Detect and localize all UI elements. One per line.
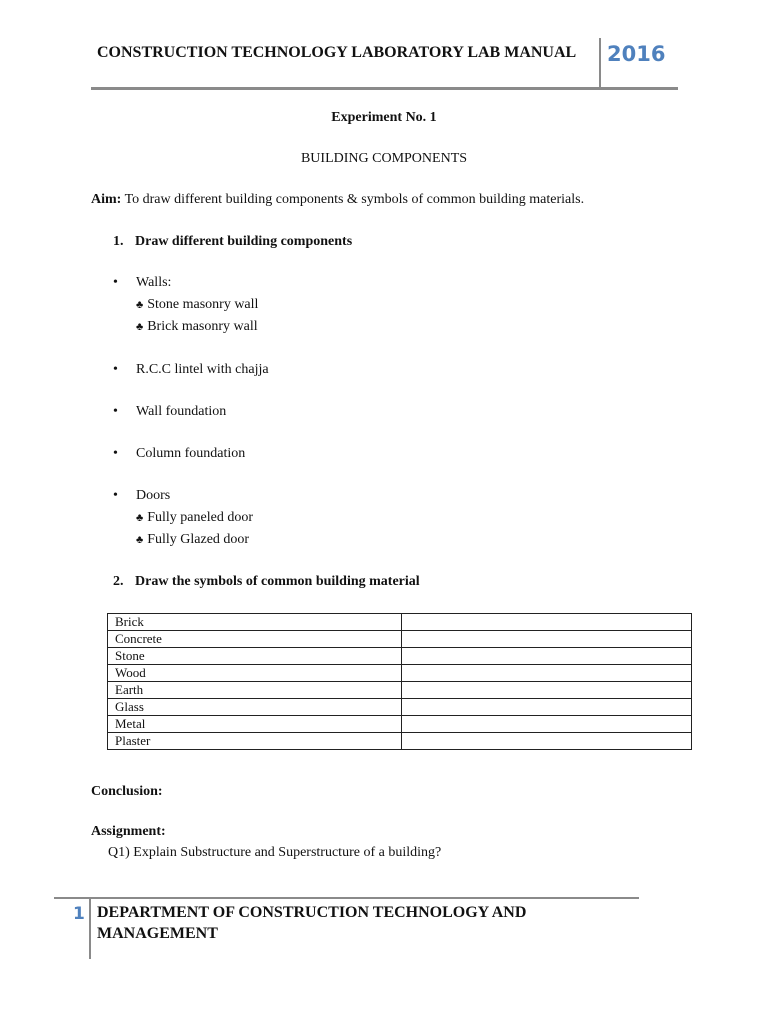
club-icon: ♣ <box>136 534 144 546</box>
sub-list-item-label: Brick masonry wall <box>147 319 258 334</box>
header-divider <box>599 38 601 88</box>
table-row <box>108 665 692 682</box>
material-name-cell: Metal <box>108 716 402 733</box>
header-title: CONSTRUCTION TECHNOLOGY LABORATORY LAB MANUAL <box>97 44 577 61</box>
footer-divider <box>89 899 91 959</box>
section-2-heading <box>113 574 420 590</box>
list-item <box>113 488 170 504</box>
sub-list-item-label: Fully paneled door <box>147 510 253 525</box>
sub-list-item <box>136 532 249 548</box>
sub-list-item-label: Fully Glazed door <box>147 532 250 547</box>
symbol-cell <box>402 716 692 733</box>
section-2-title: Draw the symbols of common building material <box>135 574 420 589</box>
assignment-label: Assignment: <box>91 824 166 839</box>
section-1-heading <box>113 234 352 250</box>
sub-list-item <box>136 319 258 335</box>
experiment-title: BUILDING COMPONENTS <box>300 151 468 166</box>
club-icon: ♣ <box>136 512 144 524</box>
material-name-cell: Earth <box>108 682 402 699</box>
symbol-cell <box>402 614 692 631</box>
material-name-cell: Brick <box>108 614 402 631</box>
page-number: 1 <box>73 904 85 924</box>
table-row <box>108 682 692 699</box>
bullet-icon: • <box>113 275 118 290</box>
list-item <box>113 275 171 291</box>
list-item-label: R.C.C lintel with chajja <box>136 362 269 377</box>
list-item-label: Column foundation <box>136 446 246 461</box>
bullet-icon: • <box>113 404 118 419</box>
material-name-cell: Wood <box>108 665 402 682</box>
materials-table <box>107 613 692 750</box>
list-item-label: Walls: <box>136 275 172 290</box>
symbol-cell <box>402 733 692 750</box>
list-item <box>113 362 269 378</box>
bullet-icon: • <box>113 446 118 461</box>
experiment-number: Experiment No. 1 <box>331 110 437 125</box>
aim-label: Aim: <box>91 192 122 207</box>
footer-rule <box>54 897 639 899</box>
material-name-cell: Stone <box>108 648 402 665</box>
list-item-label: Wall foundation <box>136 404 227 419</box>
symbol-cell <box>402 648 692 665</box>
bullet-icon: • <box>113 488 118 503</box>
assignment-question: Q1) Explain Substructure and Superstructure of a building? <box>108 845 442 860</box>
table-row <box>108 733 692 750</box>
header-rule <box>91 87 678 90</box>
list-item <box>113 404 226 420</box>
list-item-label: Doors <box>136 488 171 503</box>
aim-line <box>91 192 584 208</box>
material-name-cell: Concrete <box>108 631 402 648</box>
symbol-cell <box>402 665 692 682</box>
symbol-cell <box>402 699 692 716</box>
footer-department: DEPARTMENT OF CONSTRUCTION TECHNOLOGY AND MANAGEMENT <box>97 904 527 942</box>
sub-list-item-label: Stone masonry wall <box>147 297 259 312</box>
symbol-cell <box>402 682 692 699</box>
section-1-title: Draw different building components <box>135 234 353 249</box>
symbol-cell <box>402 631 692 648</box>
table-row <box>108 631 692 648</box>
club-icon: ♣ <box>136 321 144 333</box>
table-row <box>108 648 692 665</box>
bullet-icon: • <box>113 362 118 377</box>
club-icon: ♣ <box>136 299 144 311</box>
header-year: 2016 <box>607 42 666 66</box>
list-item <box>113 446 245 462</box>
sub-list-item <box>136 297 258 313</box>
sub-list-item <box>136 510 253 526</box>
material-name-cell: Glass <box>108 699 402 716</box>
conclusion-label: Conclusion: <box>91 784 163 799</box>
table-row <box>108 699 692 716</box>
table-row <box>108 716 692 733</box>
section-1-number: 1. <box>113 234 124 249</box>
material-name-cell: Plaster <box>108 733 402 750</box>
section-2-number: 2. <box>113 574 124 589</box>
aim-text: To draw different building components & symbols of common building materials. <box>121 192 585 207</box>
table-row <box>108 614 692 631</box>
